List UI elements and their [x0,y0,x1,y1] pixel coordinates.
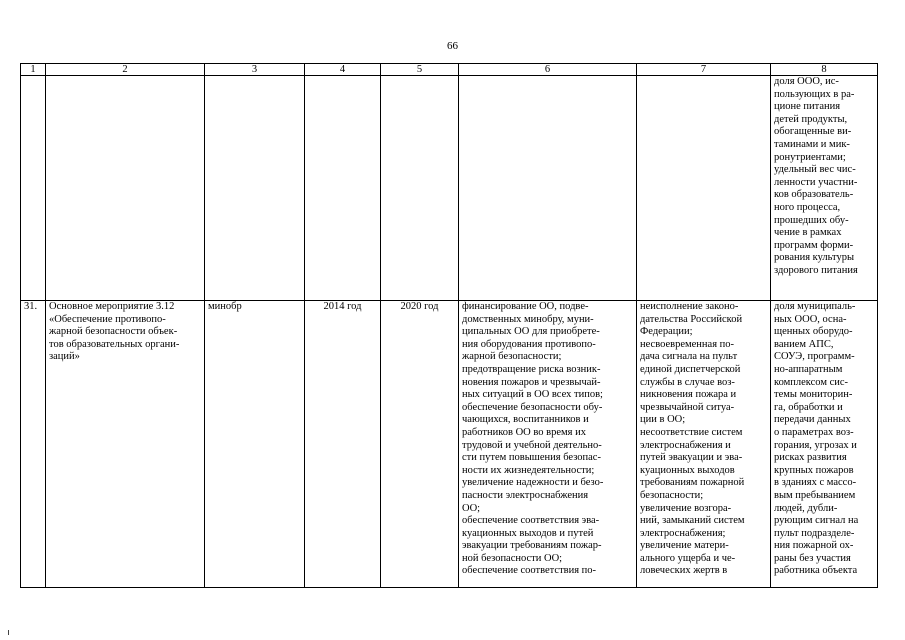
indicators-cell: доля ООО, ис- пользующих в ра- ционе питания детей продукты, обогащенные ви- таминами и мик- ронутриентами; удельный вес чис- ленности участни- ков образователь- ного процесса, прошедших обу- чение в рамках программ форми- рования культуры здорового питания [771,76,878,301]
consequences-cell: неисполнение законо- дательства Российской Федерации; несвоевременная по- дача сигнала на пульт единой диспетчерской службы в случае воз- никновения пожара и чрезвычайной ситуа- ции в ОО; несоответствие систем электроснабжения и путей эвакуации и эва- куационных выходов требованиям пожарной безопасности; увеличение возгора- ний, замыканий систем электроснабжения; увеличение матери- ального ущерба и че- ловеческих жертв в [637,301,771,588]
end-year-cell: 2020 год [381,301,459,588]
column-header: 2 [46,64,205,76]
start-year-cell: 2014 год [305,301,381,588]
column-header: 4 [305,64,381,76]
expected-result-cell: финансирование ОО, подве- домственных минобру, муни- ципальных ОО для приобрете- ния оборудования противопо- жарной безопасности; предотвращение риска возник- новения пожаров и чрезвычай- ных ситуаций в ОО всех типов; обеспечение безопасности обу- чающихся, воспитанников и работников ОО во время их трудовой и учебной деятельно- сти путем повышения безопас- ности их жизнедеятельности; увеличение надежности и безо- пасности электроснабжения ОО; обеспечение соответствия эва- куационных выходов и путей эвакуации требованиям пожар- ной безопасности ОО; обеспечение соответствия по- [459,301,637,588]
executor-cell [205,76,305,301]
column-header: 3 [205,64,305,76]
row-number-cell [21,76,46,301]
end-year-cell [381,76,459,301]
start-year-cell [305,76,381,301]
column-header: 1 [21,64,46,76]
column-header: 8 [771,64,878,76]
document-table [20,63,878,588]
consequences-cell [637,76,771,301]
column-header: 6 [459,64,637,76]
expected-result-cell [459,76,637,301]
scan-mark [8,630,9,635]
table-row [21,76,878,301]
row-number-cell: 31. [21,301,46,588]
column-header: 5 [381,64,459,76]
indicators-cell: доля муниципаль- ных ООО, осна- щенных оборудо- ванием АПС, СОУЭ, программ- но-аппаратным комплексом сис- темы мониторин- га, обработки и передачи данных о параметрах воз- горания, угрозах и рисках развития крупных пожаров в зданиях с массо- вым пребыванием людей, дубли- рующим сигнал на пульт подразделе- ния пожарной ох- раны без участия работника объекта [771,301,878,588]
column-header: 7 [637,64,771,76]
table-row [21,301,878,588]
activity-name-cell: Основное мероприятие 3.12 «Обеспечение противопо- жарной безопасности объек- тов образовательных органи- заций» [46,301,205,588]
page-number: 66 [447,40,458,52]
column-number-row [21,64,878,76]
executor-cell: минобр [205,301,305,588]
activity-name-cell [46,76,205,301]
